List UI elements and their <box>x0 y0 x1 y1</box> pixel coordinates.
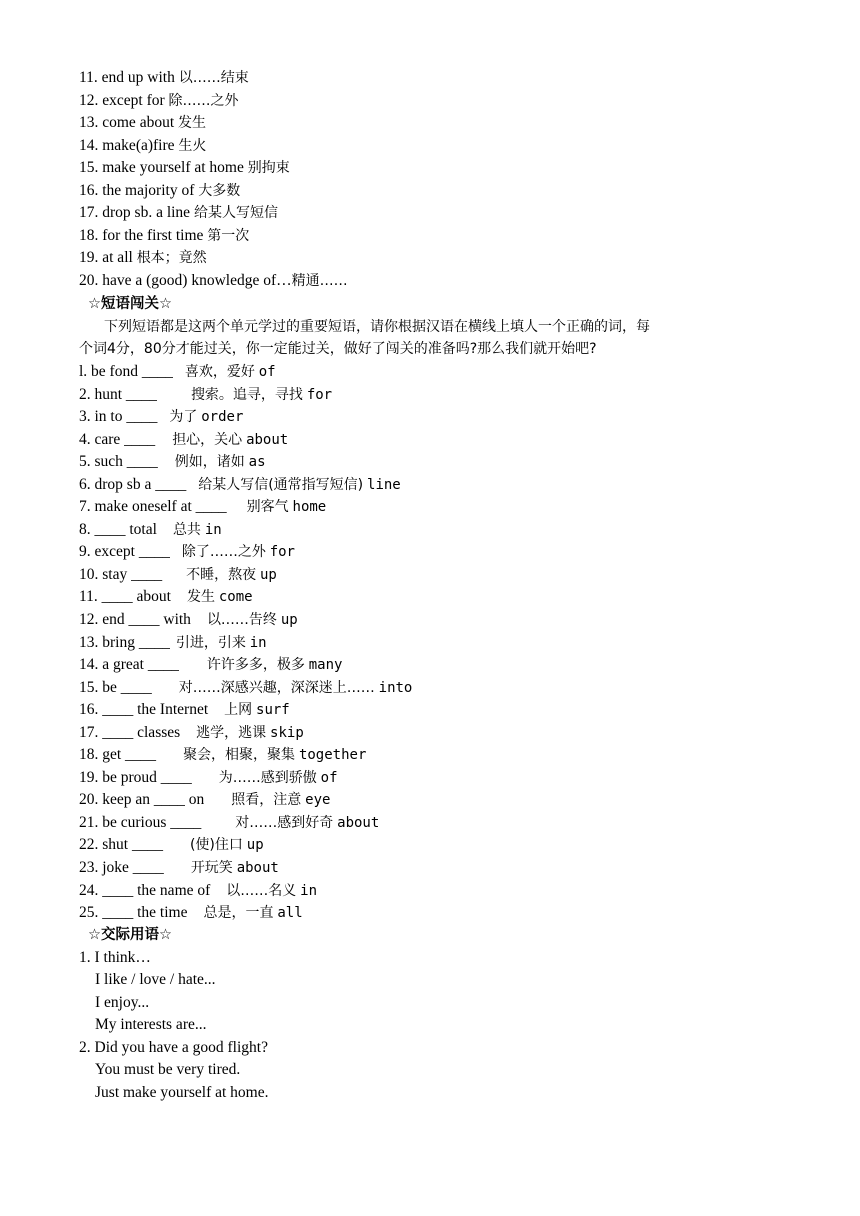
quiz-item <box>0 699 860 722</box>
quiz-meaning: 照看，注意 <box>231 792 302 809</box>
quiz-meaning: 开玩笑 <box>190 860 233 877</box>
quiz-meaning: 许许多多，极多 <box>206 657 305 674</box>
quiz-answer: of <box>320 769 338 786</box>
phrase-item <box>0 90 860 113</box>
quiz-item <box>0 496 860 519</box>
quiz-item <box>0 654 860 677</box>
expression-sub: My interests are... <box>95 1016 207 1034</box>
phrase-en: 11. end up with <box>79 69 175 86</box>
phrase-list <box>0 67 860 292</box>
phrase-item <box>0 247 860 270</box>
phrase-en: 16. the majority of <box>79 181 195 199</box>
quiz-meaning: 发生 <box>187 589 215 606</box>
quiz-prompt: 22. shut ____ <box>79 836 163 854</box>
section-heading: ☆短语闯关☆ <box>88 296 172 312</box>
quiz-answer: many <box>308 657 343 674</box>
quiz-meaning: 例如，诸如 <box>174 454 245 471</box>
quiz-item <box>0 677 860 700</box>
expression-item: 1. I think… <box>79 948 151 966</box>
quiz-prompt: 6. drop sb a ____ <box>79 475 187 493</box>
quiz-prompt: 8. ____ total <box>79 520 157 538</box>
quiz-prompt: 10. stay ____ <box>79 565 163 583</box>
quiz-meaning: 总是，一直 <box>203 905 274 922</box>
quiz-answer: eye <box>305 792 331 809</box>
quiz-answer: line <box>367 476 401 493</box>
phrase-item <box>0 225 860 248</box>
quiz-answer: all <box>277 905 303 922</box>
quiz-answer: up <box>280 612 298 629</box>
quiz-prompt: 3. in to ____ <box>79 408 158 426</box>
phrase-challenge-section <box>0 293 860 361</box>
expression-item: 2. Did you have a good flight? <box>79 1038 268 1056</box>
quiz-item <box>0 857 860 880</box>
quiz-answer: home <box>292 499 327 516</box>
quiz-prompt: 17. ____ classes <box>79 723 181 741</box>
phrase-zh: 给某人写短信 <box>193 205 278 222</box>
phrase-item <box>0 270 860 293</box>
quiz-meaning: 对……深感兴趣，深深迷上…… <box>178 679 375 696</box>
quiz-answer: about <box>236 860 279 877</box>
phrase-en: 12. except for <box>79 91 165 109</box>
quiz-meaning: 给某人写信(通常指写短信) <box>198 476 364 493</box>
phrase-item <box>0 67 860 90</box>
quiz-prompt: 16. ____ the Internet <box>79 701 209 719</box>
quiz-item <box>0 632 860 655</box>
quiz-meaning: 对……感到好奇 <box>235 814 334 831</box>
quiz-prompt: 11. ____ about <box>79 588 171 606</box>
expression-sub: You must be very tired. <box>95 1061 241 1079</box>
phrase-item <box>0 135 860 158</box>
phrase-zh: 精通…… <box>291 272 348 289</box>
quiz-meaning: 上网 <box>224 702 253 719</box>
quiz-answer: in <box>249 634 267 651</box>
quiz-item <box>0 564 860 587</box>
quiz-item <box>0 722 860 745</box>
quiz-answer: of <box>258 364 276 380</box>
quiz-answer: skip <box>270 724 304 741</box>
quiz-item <box>0 609 860 632</box>
quiz-item <box>0 429 860 452</box>
quiz-item <box>0 474 860 497</box>
phrase-en: 14. make(a)fire <box>79 136 175 154</box>
quiz-answer: about <box>337 814 380 831</box>
quiz-meaning: 别客气 <box>246 499 289 516</box>
quiz-item <box>0 541 860 564</box>
quiz-meaning: (使)住口 <box>189 837 243 854</box>
quiz-prompt: 23. joke ____ <box>79 859 164 877</box>
quiz-item <box>0 519 860 542</box>
quiz-prompt: l. be fond ____ <box>79 363 173 380</box>
quiz-answer: as <box>248 454 266 471</box>
quiz-answer: come <box>218 589 253 606</box>
quiz-prompt: 19. be proud ____ <box>79 768 192 786</box>
quiz-item <box>0 361 860 384</box>
quiz-answer: together <box>298 747 367 764</box>
quiz-answer: surf <box>256 702 290 719</box>
phrase-zh: 生火 <box>178 137 207 154</box>
quiz-prompt: 25. ____ the time <box>79 904 188 922</box>
quiz-meaning: 喜欢，爱好 <box>184 364 255 380</box>
quiz-item <box>0 767 860 790</box>
quiz-answer: for <box>269 544 295 561</box>
quiz-answer: into <box>378 679 413 696</box>
quiz-list <box>0 361 860 925</box>
phrase-zh: 发生 <box>178 115 207 132</box>
phrase-zh: 除……之外 <box>168 92 239 109</box>
phrase-en: 15. make yourself at home <box>79 159 244 177</box>
quiz-meaning: 总共 <box>172 521 201 538</box>
quiz-item <box>0 384 860 407</box>
quiz-prompt: 15. be ____ <box>79 678 152 696</box>
quiz-answer: order <box>201 409 244 426</box>
phrase-zh: 根本；竟然 <box>136 250 207 267</box>
phrase-en: 18. for the first time <box>79 226 204 244</box>
quiz-item <box>0 406 860 429</box>
phrase-item <box>0 157 860 180</box>
quiz-meaning: 引进，引来 <box>175 634 246 651</box>
quiz-answer: for <box>306 386 333 403</box>
expression-sub: I like / love / hate... <box>95 971 216 989</box>
quiz-item <box>0 586 860 609</box>
quiz-prompt: 5. such ____ <box>79 453 158 471</box>
quiz-meaning: 搜索。追寻，寻找 <box>190 386 303 403</box>
quiz-answer: up <box>259 566 277 583</box>
quiz-item <box>0 744 860 767</box>
phrase-en: 19. at all <box>79 249 133 267</box>
quiz-prompt: 4. care ____ <box>79 430 156 448</box>
quiz-meaning: 以……名义 <box>226 882 297 899</box>
phrase-item <box>0 180 860 203</box>
quiz-meaning: 担心，关心 <box>172 431 243 448</box>
quiz-prompt: 2. hunt ____ <box>79 385 157 403</box>
quiz-meaning: 以……告终 <box>206 612 277 629</box>
phrase-zh: 大多数 <box>198 182 241 199</box>
quiz-item <box>0 812 860 835</box>
quiz-meaning: 为了 <box>169 409 198 426</box>
intro-paragraph-line2: 个词4分，80分才能过关，你一定能过关，做好了闯关的准备吗?那么我们就开始吧? <box>79 341 597 358</box>
quiz-item <box>0 834 860 857</box>
quiz-prompt: 13. bring ____ <box>79 633 170 651</box>
quiz-meaning: 除了……之外 <box>181 544 266 561</box>
quiz-prompt: 12. end ____ with <box>79 611 191 629</box>
phrase-en: 17. drop sb. a line <box>79 204 191 222</box>
quiz-meaning: 不睡，熬夜 <box>186 566 257 583</box>
expressions-section <box>0 924 860 1104</box>
quiz-meaning: 为……感到骄傲 <box>218 769 317 786</box>
quiz-answer: about <box>246 431 289 448</box>
quiz-prompt: 18. get ____ <box>79 746 157 764</box>
quiz-answer: in <box>300 882 318 899</box>
quiz-item <box>0 880 860 903</box>
phrase-en: 13. come about <box>79 114 175 132</box>
phrase-item <box>0 112 860 135</box>
quiz-prompt: 24. ____ the name of <box>79 881 211 899</box>
intro-paragraph-line1: 下列短语都是这两个单元学过的重要短语，请你根据汉语在横线上填人一个正确的词，每 <box>104 318 650 335</box>
quiz-prompt: 14. a great ____ <box>79 656 179 674</box>
quiz-prompt: 9. except ____ <box>79 543 170 561</box>
phrase-zh: 第一次 <box>207 227 250 244</box>
phrase-zh: 别拘束 <box>247 160 290 177</box>
phrase-item <box>0 202 860 225</box>
quiz-prompt: 21. be curious ____ <box>79 813 202 831</box>
quiz-item <box>0 789 860 812</box>
quiz-prompt: 7. make oneself at ____ <box>79 498 227 516</box>
phrase-zh: 以……结束 <box>178 70 249 86</box>
quiz-meaning: 逃学，逃课 <box>196 724 267 741</box>
section-heading: ☆交际用语☆ <box>88 927 172 943</box>
quiz-prompt: 20. keep an ____ on <box>79 791 205 809</box>
quiz-meaning: 聚会，相聚，聚集 <box>183 747 296 764</box>
expression-sub: I enjoy... <box>95 993 150 1011</box>
quiz-item <box>0 902 860 925</box>
quiz-item <box>0 451 860 474</box>
phrase-en: 20. have a (good) knowledge of… <box>79 271 292 289</box>
expression-sub: Just make yourself at home. <box>95 1083 269 1101</box>
quiz-answer: up <box>246 837 264 854</box>
quiz-answer: in <box>204 521 222 538</box>
